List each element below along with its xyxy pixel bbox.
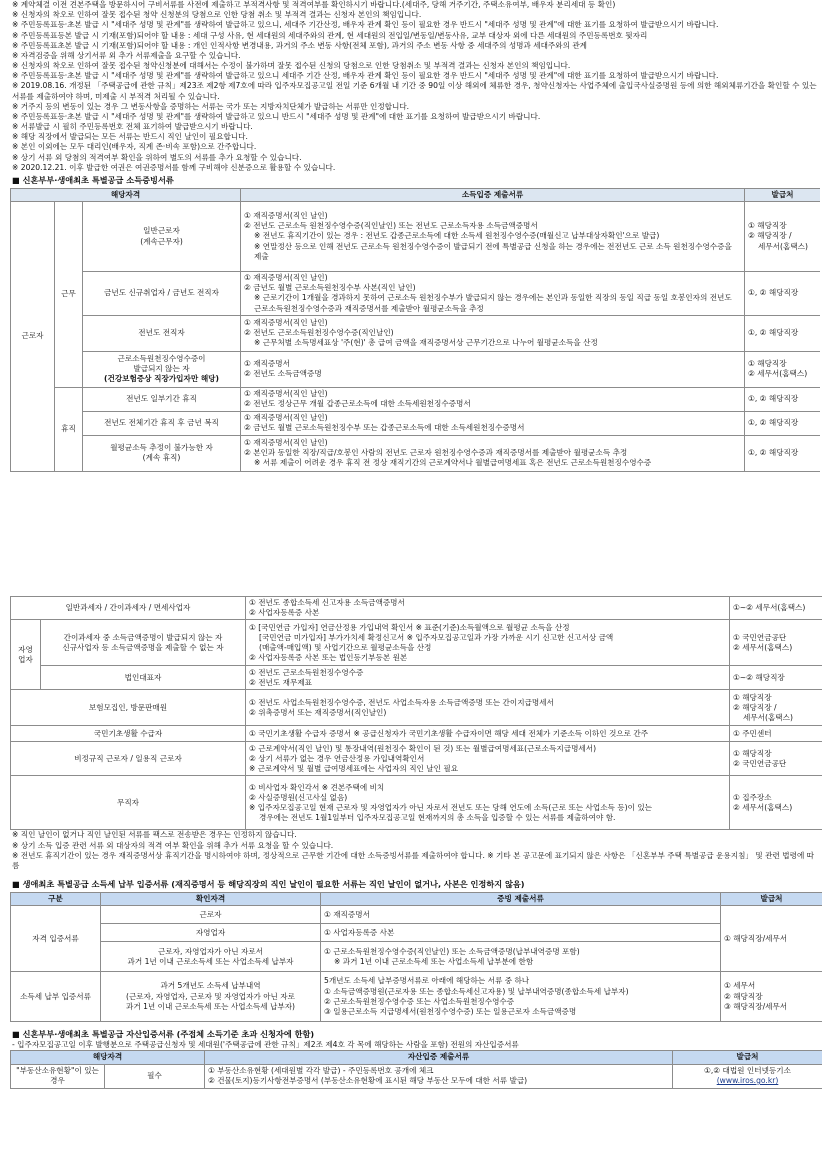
row-label: 전년도 전체기간 휴직 후 금년 복직 xyxy=(83,411,241,435)
header-issuer: 발급처 xyxy=(673,1051,823,1064)
note-line: ※ 신청자의 착오로 인하여 잘못 접수된 청약신청분에 대해서는 수정이 불가하며 잘못 접수된 신청의 당첨으로 인한 당첨취소 및 부적격 결과는 신청자 본인의 책임입니다. xyxy=(12,61,571,71)
row-label: 근로소득원천징수영수증이 발급되지 않는 자 (건강보험증상 직장가입자만 해당) xyxy=(83,351,241,387)
header-documents: 자산입증 제출서류 xyxy=(205,1051,673,1064)
row-label: 간이과세자 중 소득금액증명이 발급되지 않는 자 신규사업자 등 소득금액증명을 제출할 수 없는 자 xyxy=(41,620,246,666)
row-who: 근로자, 자영업자가 아닌 자로서 과거 1년 이내 근로소득세 또는 사업소득세 납부자 xyxy=(101,942,321,972)
row-issuer: ① 해당직장 ② 세무서(홈택스) xyxy=(745,351,820,387)
header-issuer: 발급처 xyxy=(745,188,820,201)
note-line: ※ 서류발급 시 필히 주민등록번호 전체 표기하여 발급받으시기 바랍니다. xyxy=(12,122,253,132)
note-line: ※ 주민등록표등본 발급 시 기재(포함)되어야 할 내용 : 세대 구성 사유, 현 세대원의 세대주와의 관계, 현 세대원의 전입일/변동일/변동사유, 교부 대상자 외에 다른 세대원의 주민등록번호 뒷자리 xyxy=(12,30,648,40)
iros-link[interactable]: (www.iros.go.kr) xyxy=(716,1076,779,1086)
row-docs: ① 재직증명서(직인 날인) ② 본인과 동일한 직장/직급/호봉인 사람의 전년도 근로자 원천징수영수증과 재직증명서를 제출받아 월평균소득 추정 ※ 서류 제출이 어려운 경우 휴직 전 정상 재직기간의 근로계약서나 월별급여명세표 혹은 전년도 근로소득원천징수영수증 xyxy=(241,435,745,471)
row-docs: ① 재직증명서(직인 날인) ② 전년도 근로소득 원천징수영수증(직인날인) 또는 전년도 근로소득자용 소득금액증명서 ※ 전년도 휴직기간이 있는 경우 : 전년도 갑종근로소득에 대한 소득세 원천징수영수증(매월신고 납부대상자확인'으로 발급) ※ 연말정산 등으로 인해 전년도 근로소득 원천징수영수증이 발급되기 전에 특별공급 신청을 하는 경우에는 전전년도 근로 소득 원천징수영수증을 제출 xyxy=(241,202,745,272)
row-issuer: ① 해당직장 ② 해당직장 / 세무서(홈택스) xyxy=(745,202,820,272)
group-label-qualification: 자격 입증서류 xyxy=(11,906,101,972)
row-issuer: ① 국민연금공단 ② 세무서(홈택스) xyxy=(730,620,823,666)
section-title-income: ■ 신혼부부·생애최초 특별공급 소득증빙서류 xyxy=(12,174,174,185)
row-label: 무직자 xyxy=(11,776,246,830)
note-line: ※ 직인 날인이 없거나 직인 날인된 서류를 팩스로 전송받은 경우는 인정하지 않습니다. xyxy=(12,830,297,840)
row-docs: ① 근로계약서(직인 날인) 및 통장내역(원천징수 확인이 된 것) 또는 월별급여명세표(근로소득지급명세서) ② 상기 서류가 없는 경우 연금산정용 가입내역확인서 ※ 근로계약서 및 월별 급여명세표에는 사업자의 직인 날인 필요 xyxy=(246,742,730,776)
row-issuer: ①, ② 해당직장 xyxy=(745,411,820,435)
row-docs: ① 재직증명서(직인 날인) ② 전년도 정상근무 개월 갑종근로소득에 대한 소득세원천징수증명서 xyxy=(241,387,745,411)
notes-list xyxy=(10,0,820,173)
row-issuer: ① 해당직장/세무서 xyxy=(721,906,823,972)
row-label: 금년도 신규취업자 / 금년도 전직자 xyxy=(83,272,241,316)
row-issuer: ①, ② 해당직장 xyxy=(745,272,820,316)
row-issuer: ①~② 세무서(홈택스) xyxy=(730,597,823,620)
header-documents: 소득입증 제출서류 xyxy=(241,188,745,201)
row-who: 자영업자 xyxy=(101,924,321,942)
note-line: ※ 자격검증을 위해 상기서류 외 추가 서류제출을 요구할 수 있습니다. xyxy=(12,50,241,60)
row-docs: ① 전년도 근로소득원천징수영수증 ② 전년도 재무제표 xyxy=(246,666,730,690)
row-label: 일반과세자 / 간이과세자 / 면세사업자 xyxy=(11,597,246,620)
row-docs: ① 재직증명서 xyxy=(321,906,721,924)
assets-subtitle: - 입주자모집공고일 이후 발행분으로 주택공급신청자 및 세대원('주택공급에 관한 규칙」제2조 제4호 각 목에 해당하는 사람을 포함) 전원의 자산입증서류 xyxy=(12,1040,519,1050)
row-docs: ① 재직증명서(직인 날인) ② 전년도 근로소득원천징수영수증(직인날인) ※ 근무처별 소득명세표상 '주(현)' 총 급여 금액을 재직증명서상 근무기간으로 나누어 월평균소득을 산정 xyxy=(241,315,745,351)
row-required: 필수 xyxy=(105,1064,205,1088)
row-issuer: ①, ② 해당직장 xyxy=(745,435,820,471)
row-issuer: ① 주민센터 xyxy=(730,726,823,742)
note-line: ※ 계약체결 이전 견본주택을 방문하시어 구비서류를 사전에 제출하고 부적격사항 및 적격여부를 확인하시기 바랍니다.(세대주, 당해 거주기간, 주택소유여부, 배우자 분리세대 등 확인) xyxy=(12,0,616,9)
row-docs: ① 재직증명서(직인 날인) ② 금년도 월별 근로소득원천징수부 사본(직인 날인) ※ 근로기간이 1개월을 경과하지 못하여 근로소득 원천징수부가 발급되지 않는 경우에는 본인과 동일한 직장의 동일 직급 동일 호봉인자의 전년도 근로소득원천징수영수증과 재직증명서를 제출받아 월평균소득을 추정 xyxy=(241,272,745,316)
row-who: 과거 5개년도 소득세 납부내역 (근로자, 자영업자, 근로자 및 자영업자가 아닌 자로 과거 1년 이내 근로소득세 또는 사업소득세 납부자) xyxy=(101,972,321,1022)
row-label: 법인대표자 xyxy=(41,666,246,690)
row-issuer: ①, ② 해당직장 xyxy=(745,315,820,351)
note-line: ※ 주민등록표등·초본 발급 시 "세대주 성명 및 관계"를 생략하여 발급하고 있으니 세대주 기간 산정, 배우자 관계 확인 등이 필요한 경우 반드시 "세대주 성명 및 관계"에 대한 표기를 요청하여 발급받으시기 바랍니다. xyxy=(12,71,719,81)
document-page-2 xyxy=(10,596,822,1175)
note-line: ※ 전년도 휴직기간이 있는 경우 재직증명서상 휴직기간을 명시하여야 하며, 정상적으로 근무한 기간에 대한 소득증빙서류를 제출하여야 합니다. ※ 기타 본 공고문에 표기되지 않은 사항은 「신혼부부 주택 특별공급 운용지침」 및 관련 법령에 따름 xyxy=(12,850,815,870)
header-documents: 증빙 제출서류 xyxy=(321,893,721,906)
row-docs: ① 전년도 종합소득세 신고자용 소득금액증명서 ② 사업자등록증 사본 xyxy=(246,597,730,620)
row-issuer: ① 세무서 ② 해당직장 ③ 해당직장/세무서 xyxy=(721,972,823,1022)
note-line: ※ 주민등록표등·초본 발급 시 "세대주 성명 및 관계"를 생략하여 발급하고 있으니, 세대주 기간산정, 배우자 관계 확인 등이 필요한 경우 반드시 "세대주 성명 및 관계"에 대한 표기를 요청하여 발급받으시기 바랍니다. xyxy=(12,20,719,30)
tax-docs-table xyxy=(10,892,822,1022)
header-qualification: 해당자격 xyxy=(11,1051,205,1064)
row-issuer: ① 집주장소 ② 세무서(홈택스) xyxy=(730,776,823,830)
row-label: 국민기초생활 수급자 xyxy=(11,726,246,742)
group-label-tax: 소득세 납부 입증서류 xyxy=(11,972,101,1022)
row-label: 일반근로자 (계속근무자) xyxy=(83,202,241,272)
notes-list-2 xyxy=(10,830,822,871)
asset-docs-table xyxy=(10,1050,822,1088)
row-label: 월평균소득 추정이 불가능한 자 (계속 휴직) xyxy=(83,435,241,471)
group-label-worker: 근로자 xyxy=(11,202,55,472)
row-docs: ① 부동산소유현황 (세대원별 각각 발급) - 주민등록번호 공개에 체크 ② 건물(토지)등기사항전부증명서 (부동산소유현황에 표시된 해당 부동산 모두에 대한 서류 발급) xyxy=(205,1064,673,1088)
note-line: ※ 주민등록표등·초본 발급 시 "세대주 성명 및 관계"를 생략하여 발급하고 있으니 반드시 "세대주 성명 및 관계"에 대한 표기를 요청하여 발급받으시기 바랍니다. xyxy=(12,111,541,121)
row-docs: ① [국민연금 가입자] 연금산정용 가입내역 확인서 ※ 표준(기준)소득월액으로 월평균 소득을 산정 [국민연금 미가입자] 부가가치세 확정신고서 ※ 입주자모집공고일과 가장 가까운 시기 신고한 신고서상 금액 (매출액-매입액) 및 사업기간으로 월평균소득을 산정 ② 사업자등록증 사본 또는 법인등기부등본 원본 xyxy=(246,620,730,666)
header-issuer: 발급처 xyxy=(721,893,823,906)
note-line: ※ 신청자의 착오로 인하여 잘못 접수된 청약 신청분의 당첨으로 인한 당첨 취소 및 부적격 결과는 신청자 본인의 책임입니다. xyxy=(12,10,422,20)
header-qualification: 해당자격 xyxy=(11,188,241,201)
row-docs: ① 재직증명서(직인 날인) ② 금년도 월별 근로소득원천징수부 또는 갑종근로소득에 대한 소득세원천징수증명서 xyxy=(241,411,745,435)
row-docs: ① 비사업자 확인각서 ※ 견본주택에 비치 ② 사실증명원(신고사실 없음) ※ 입주자모집공고일 현재 근로자 및 자영업자가 아닌 자로서 전년도 또는 당해 연도에 소득(근로 또는 사업소득 등)이 있는 경우에는 전년도 1월1일부터 입주자모집공고일 현재까지의 총 소득을 입증할 수 있는 서류를 제출하여야 함. xyxy=(246,776,730,830)
row-who: 근로자 xyxy=(101,906,321,924)
row-docs: ① 국민기초생활 수급자 증명서 ※ 공급신청자가 국민기초생활 수급자이면 해당 세대 전체가 기준소득 이하인 것으로 간주 xyxy=(246,726,730,742)
sub-label-work: 근무 xyxy=(55,202,83,388)
row-label: 전년도 전직자 xyxy=(83,315,241,351)
header-category: 구분 xyxy=(11,893,101,906)
note-line: ※ 2020.12.21. 이후 발급한 여권은 여권증명서를 함께 구비해야 신분증으로 활용할 수 있습니다. xyxy=(12,162,336,172)
note-line: ※ 거주지 등의 변동이 있는 경우 그 변동사항을 증명하는 서류는 국가 또는 지방자치단체가 발급하는 서류만 인정합니다. xyxy=(12,101,410,111)
row-docs: ① 사업자등록증 사본 xyxy=(321,924,721,942)
row-docs: 5개년도 소득세 납부증명서류로 아래에 해당하는 서류 중 하나 ① 소득금액증명원(근로자용 또는 종합소득세신고자용) 및 납부내역증명(종합소득세 납부자) ② 근로소득원천징수영수증 또는 사업소득원천징수영수증 ③ 일용근로소득 지급명세서(원천징수영수증) 또는 일용근로자 소득금액증명 xyxy=(321,972,721,1022)
note-line: ※ 상기 소득 입증 관련 서류 외 대상자의 적격 여부 확인을 위해 추가 서류 요청을 할 수 있습니다. xyxy=(12,840,334,850)
row-issuer: ①,② 대법원 인터넷등기소 (www.iros.go.kr) xyxy=(673,1064,823,1088)
note-line: ※ 본인 이외에는 모두 대리인(배우자, 직계 존·비속 포함)으로 간주합니다. xyxy=(12,142,257,152)
row-issuer: ①~② 해당직장 xyxy=(730,666,823,690)
header-qualification: 확인자격 xyxy=(101,893,321,906)
row-label: 비정규직 근로자 / 일용직 근로자 xyxy=(11,742,246,776)
row-issuer: ①, ② 해당직장 xyxy=(745,387,820,411)
row-docs: ① 전년도 사업소득원천징수영수증, 전년도 사업소득자용 소득금액증명 또는 간이지급명세서 ② 위촉증명서 또는 재직증명서(직인날인) xyxy=(246,690,730,726)
row-who: "부동산소유현황"이 있는 경우 xyxy=(11,1064,105,1088)
income-docs-table xyxy=(10,188,820,472)
page-gap xyxy=(0,563,827,596)
section-title-tax: ■ 생애최초 특별공급 소득세 납부 입증서류 (재직증명서 등 해당직장의 직인 날인이 필요한 서류는 직인 날인이 없거나, 사본은 인정하지 않음) xyxy=(12,879,525,890)
note-line: ※ 2019.08.16. 개정된 「주택공급에 관한 규칙」제23조 제2항 제7호에 따라 입주자모집공고일 전일 기준 6개월 내 기간 중 90일 이상 해외에 체류한 경우, 청약신청자는 사업주체에 출입국사실증명원 등에 의한 해외체류기간을 확인할 수 있는 서류를 제출하여야 하며, 미제출 시 부적격 처리될 수 있습니다. xyxy=(12,81,817,101)
row-issuer: ① 해당직장 ② 해당직장 / 세무서(홈택스) xyxy=(730,690,823,726)
row-label: 전년도 일부기간 휴직 xyxy=(83,387,241,411)
self-employed-label: 자영 업자 xyxy=(11,620,41,690)
note-line: ※ 상기 서류 외 당첨의 적격여부 확인을 위하여 별도의 서류를 추가 요청할 수 있습니다. xyxy=(12,152,302,162)
row-docs: ① 재직증명서 ② 전년도 소득금액증명 xyxy=(241,351,745,387)
section-title-assets: ■ 신혼부부·생애최초 특별공급 자산입증서류 (주접체 소득기준 초과 신청자에 한함) xyxy=(12,1029,315,1040)
row-docs: ① 근로소득원천징수영수증(직인날인) 또는 소득금액증명(납부내역증명 포함) ※ 과거 1년 이내 근로소득세 또는 사업소득세 납부분에 한함 xyxy=(321,942,721,972)
row-label: 보험모집인, 방문판매원 xyxy=(11,690,246,726)
document-page-1 xyxy=(10,0,820,563)
sub-label-leave: 휴직 xyxy=(55,387,83,471)
row-issuer: ① 해당직장 ② 국민연금공단 xyxy=(730,742,823,776)
self-employed-table xyxy=(10,596,822,830)
note-line: ※ 주민등록표초본 발급 시 기재(포함)되어야 할 내용 : 개인 인적사항 변경내용, 과거의 주소 변동 사항(전체 포함), 과거의 주소 변동 사항 중 세대주의 성명과 세대주와의 관계 xyxy=(12,40,588,50)
note-line: ※ 해당 직장에서 발급되는 모든 서류는 반드시 직인 날인이 필요합니다. xyxy=(12,132,248,142)
